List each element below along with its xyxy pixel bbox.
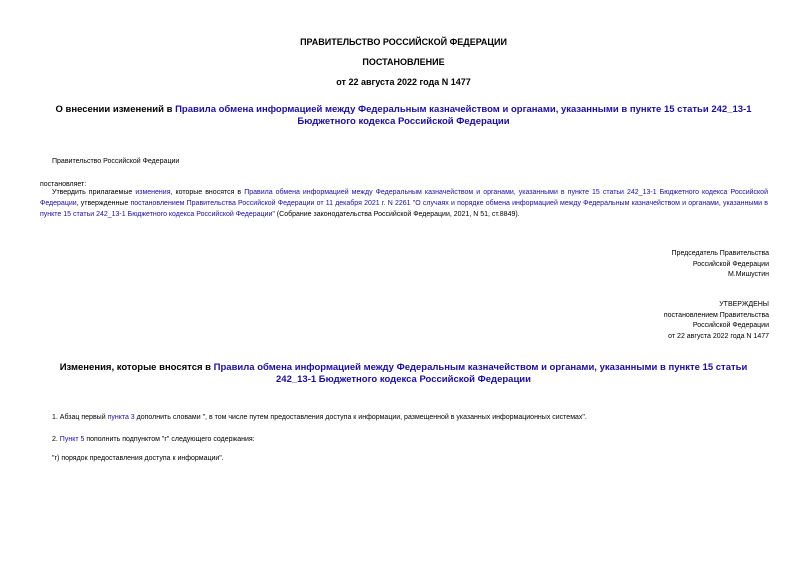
approved-by: постановлением Правительства: [663, 311, 769, 319]
document-title: [40, 104, 767, 128]
document-date-number: от 22 августа 2022 года N 1477: [336, 77, 471, 87]
signature-org: Российской Федерации: [692, 260, 769, 268]
decrees-word: постановляет:: [40, 181, 87, 188]
change-item-2: 2. Пункт 5 пополнить подпунктом "г" следующего содержания:: [52, 436, 255, 443]
resolution-link[interactable]: постановлением Правительства Российской Федерации от 11 декабря 2021 г. N 2261 "О случаях и порядке обмена информацией между Федеральным казначейством и органами, указанными в пункте 15 статьи 242_13-1 Бюджетного кодекса Российской Федерации": [40, 200, 768, 218]
changes-title-prefix: Изменения, которые вносятся в: [59, 362, 214, 373]
rules-link-inline[interactable]: Правила обмена информацией между Федеральным казначейством и органами, указанными в пункте 15 статьи 242_13-1 Бюджетного кодекса Российской Федерации: [40, 189, 768, 207]
signature-name: М.Мишустин: [727, 271, 769, 278]
government-heading: ПРАВИТЕЛЬСТВО РОССИЙСКОЙ ФЕДЕРАЦИИ: [300, 37, 507, 47]
paragraph-approve: Утвердить прилагаемые изменения, которые вносятся в Правила обмена информацией между Федеральным казначейством и органами, указанными в пункте 15 статьи 242_13-1 Бюджетного кодекса Российской Федерации, утвержденные постановлением Правительства Российской Федерации от 11 декабря 2021 г. N 2261 "О случаях и порядке обмена информацией между Федеральным казначейством и органами, указанными в пункте 15 статьи 242_13-1 Бюджетного кодекса Российской Федерации" (Собрание законодательства Российской Федерации, 2021, N 51, ст.8849).: [40, 189, 768, 218]
signature-position: Председатель Правительства: [671, 250, 769, 257]
change-item-1: 1. Абзац первый пункта 3 дополнить словами ", в том числе путем предоставления доступа к информации, размещенной в указанных информационных системах".: [52, 414, 587, 421]
item3-link[interactable]: пункта 3: [107, 414, 135, 421]
approved-org: Российской Федерации: [692, 322, 769, 329]
approved-date: от 22 августа 2022 года N 1477: [668, 332, 769, 340]
rules-link[interactable]: Правила обмена информацией между Федеральным казначейством и органами, указанными в пункте 15 статьи 242_13-1 Бюджетного кодекса Российской Федерации: [175, 104, 752, 127]
document-type: ПОСТАНОВЛЕНИЕ: [362, 57, 445, 67]
approved-heading: УТВЕРЖДЕНЫ: [719, 301, 769, 308]
item5-link[interactable]: Пункт 5: [59, 436, 85, 443]
change-item-3: "г) порядок предоставления доступа к информации".: [52, 455, 224, 462]
changes-title: [50, 362, 757, 386]
title-prefix: О внесении изменений в: [55, 104, 176, 115]
changes-rules-link[interactable]: Правила обмена информацией между Федеральным казначейством и органами, указанными в пункте 15 статьи 242_13-1 Бюджетного кодекса Российской Федерации: [213, 362, 748, 385]
approved-block: [664, 300, 769, 342]
issuer: Правительство Российской Федерации: [52, 158, 180, 165]
signature-block: [672, 249, 769, 281]
changes-link[interactable]: изменения: [135, 189, 171, 196]
